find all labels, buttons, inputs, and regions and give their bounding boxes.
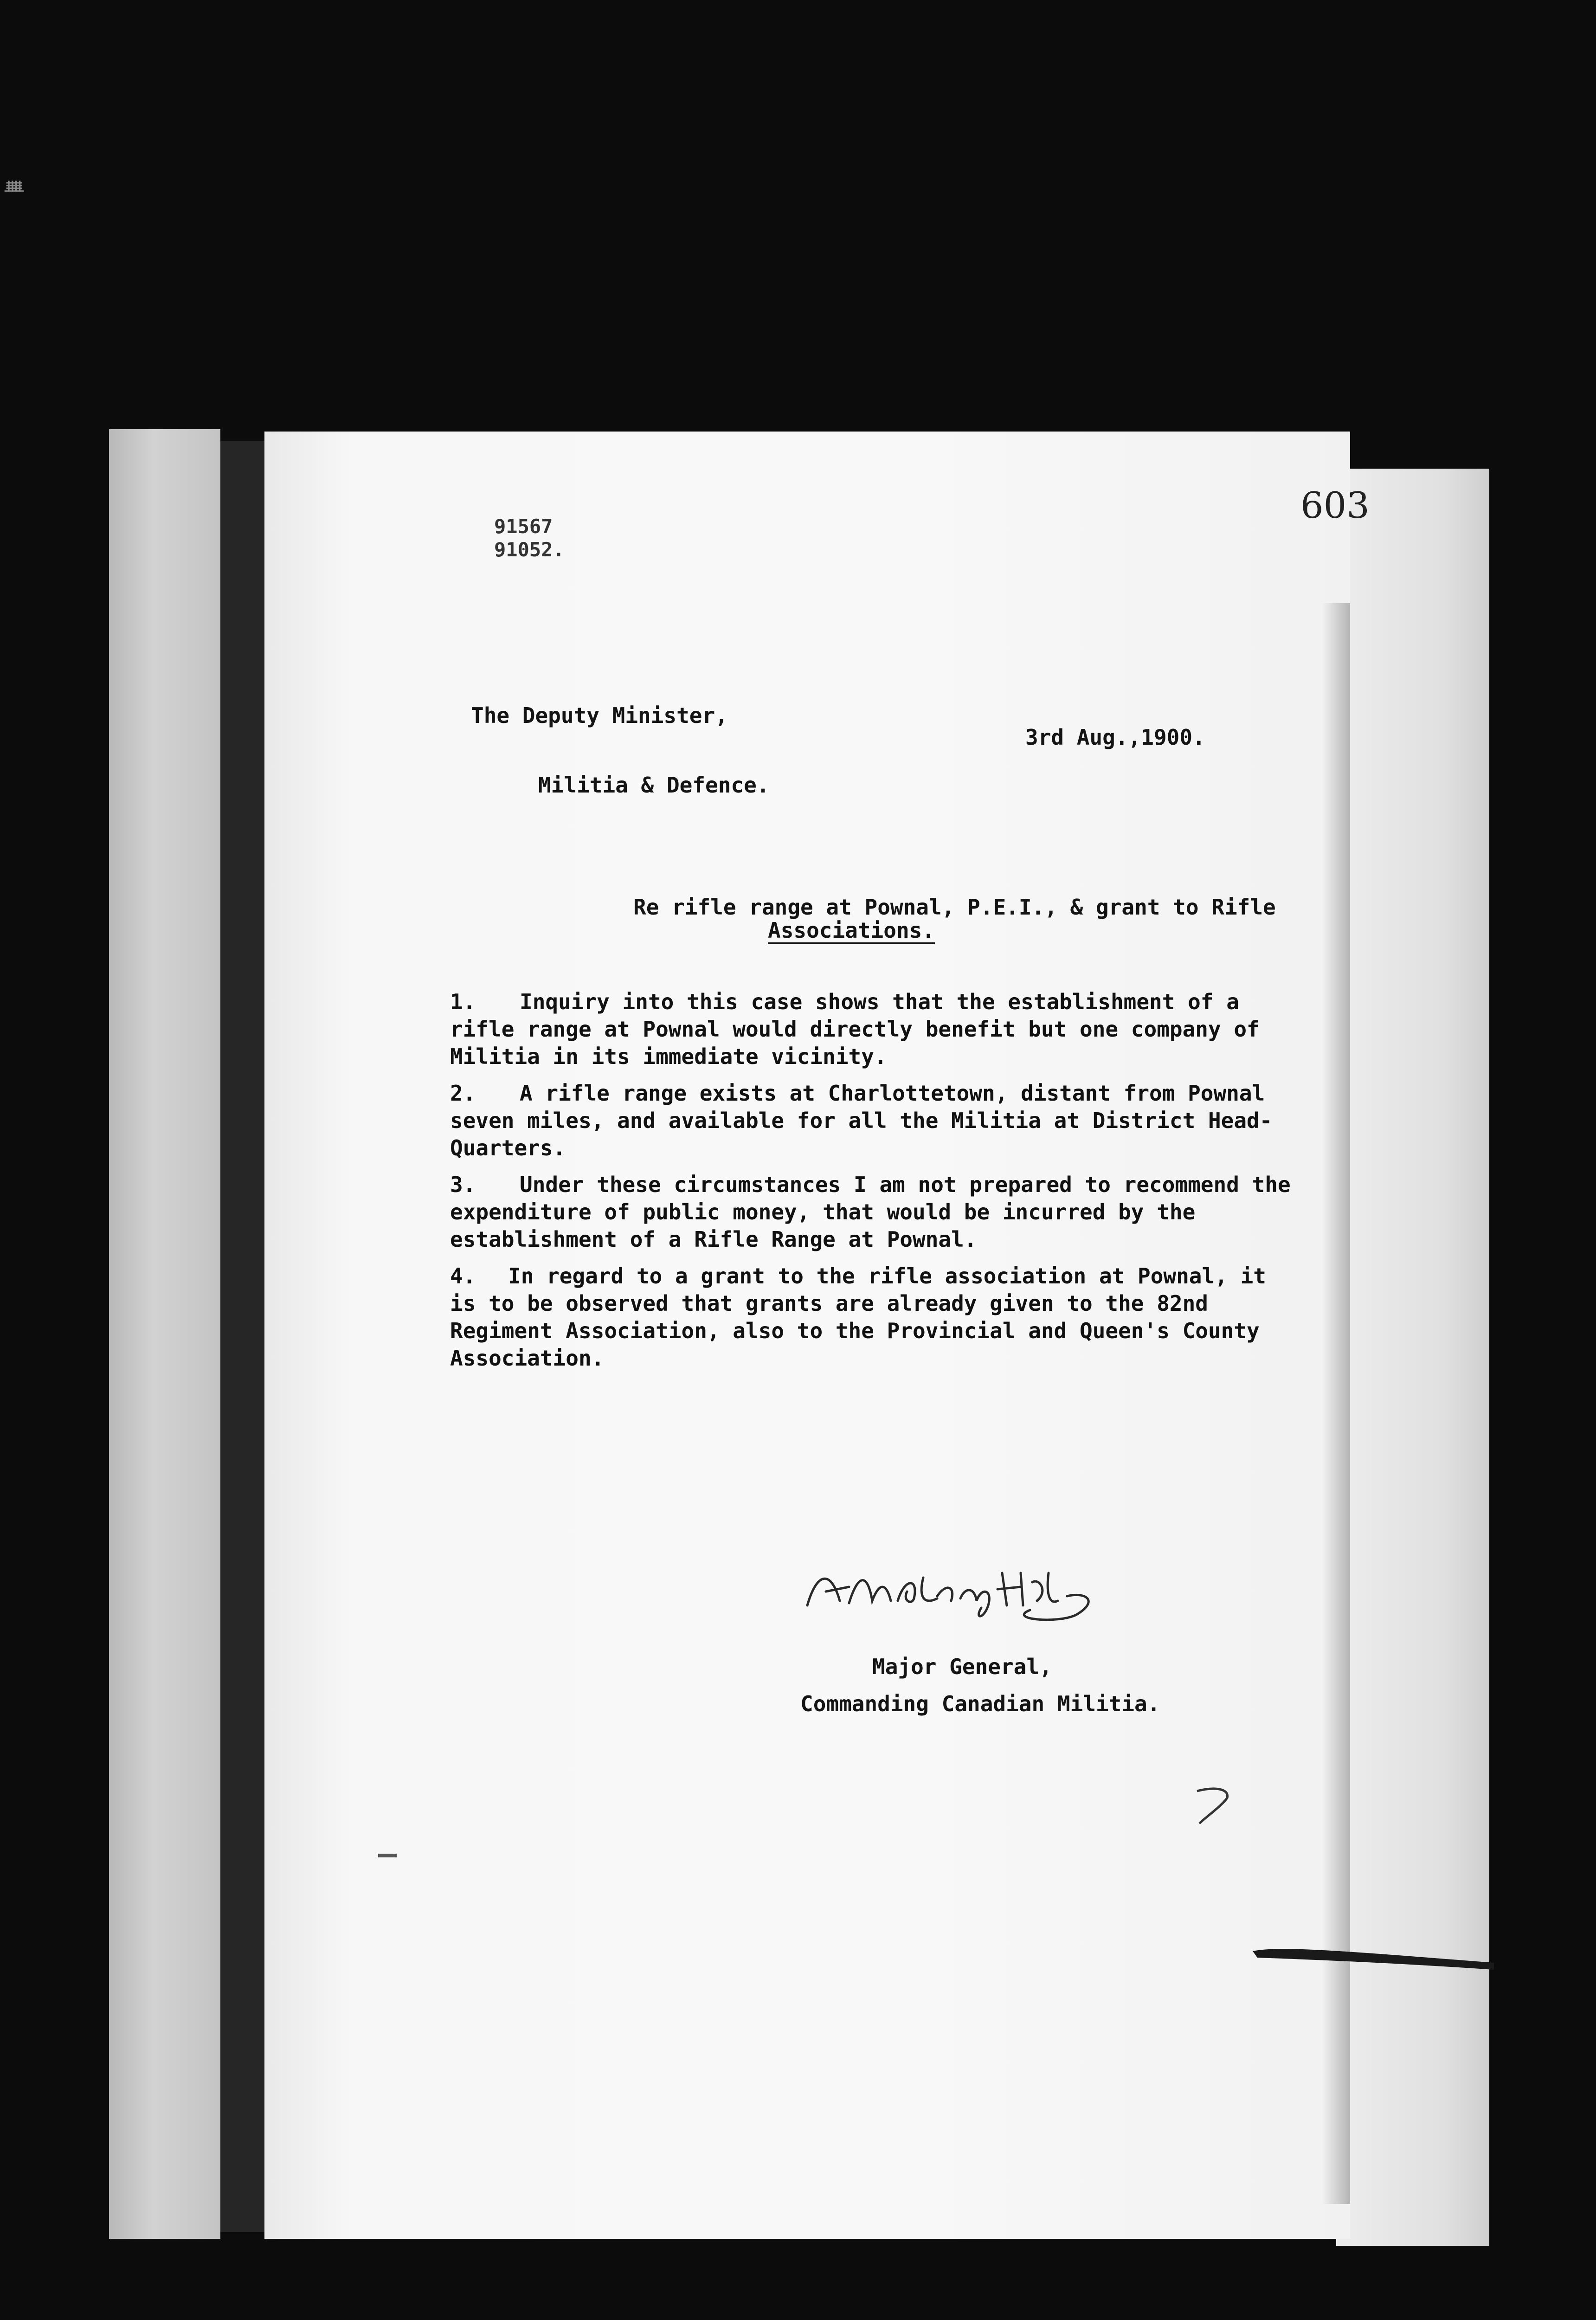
pen-pointer [1253,1942,1494,1970]
back-sheet-gutter [220,441,267,2232]
letter-date: 3rd Aug.,1900. [1025,725,1205,750]
pencil-check-mark [1188,1777,1243,1828]
page-number: 603 [1300,485,1370,527]
margin-mark [378,1854,397,1857]
paragraph-text: A rifle range exists at Charlottetown, distant from Pownal seven miles, and available for all the Militia at District Head-Quarters. [450,1081,1273,1160]
handwritten-signature [798,1554,1123,1629]
paragraph-text: Inquiry into this case shows that the establishment of a rifle range at Pownal would directly benefit but one company of Militia in its immediate vicinity. [450,989,1260,1069]
subject-text-continued: Associations. [768,918,935,943]
paragraph [450,1080,1299,1162]
subject-line [633,896,1283,942]
paragraph-text: Under these circumstances I am not prepared to recommend the expenditure of public money, that would be incurred by the establishment of a Rifle Range at Pownal. [450,1172,1291,1252]
paragraph-number: 4. [450,1263,476,1289]
file-reference: 91567 [494,515,553,538]
department: Militia & Defence. [538,773,770,798]
file-reference: 91052. [494,538,565,561]
paragraph [450,988,1299,1070]
paragraph [450,1263,1299,1372]
closing-subtitle: Commanding Canadian Militia. [800,1691,1160,1716]
right-page-stack [1336,469,1489,2246]
closing-title: Major General, [872,1654,1052,1679]
paragraph-number: 1. [450,989,476,1014]
letter-page [264,432,1370,2239]
file-references [494,515,565,561]
letter-body [450,988,1299,1381]
addressee: The Deputy Minister, [471,703,728,728]
paragraph-text: In regard to a grant to the rifle association at Pownal, it is to be observed that grants are already given to the 82nd Regiment Association, also to the Provincial and Queen's County Association. [450,1263,1266,1371]
scan-speck: ᚙ [5,181,24,200]
paragraph [450,1171,1299,1253]
subject-text: Re rifle range at Pownal, P.E.I., & grant to Rifle [633,895,1276,920]
back-sheet [109,429,220,2239]
paragraph-number: 2. [450,1081,476,1106]
paragraph-number: 3. [450,1172,476,1197]
